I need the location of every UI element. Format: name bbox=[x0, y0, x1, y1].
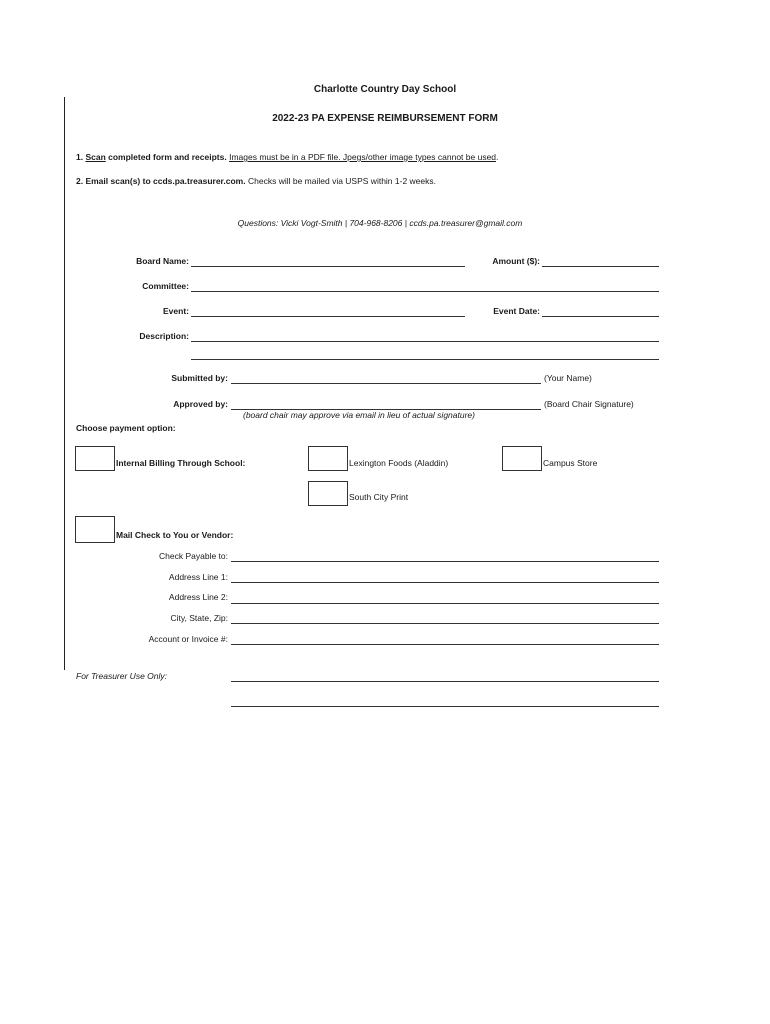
campus-store-label: Campus Store bbox=[543, 458, 598, 468]
step1-scan: Scan bbox=[85, 152, 106, 162]
event-date-field[interactable] bbox=[542, 316, 659, 317]
event-label: Event: bbox=[163, 306, 189, 316]
treasurer-line-2[interactable] bbox=[231, 706, 659, 707]
city-state-zip-field[interactable] bbox=[231, 623, 659, 624]
submitted-by-field[interactable] bbox=[231, 383, 541, 384]
approved-by-label: Approved by: bbox=[173, 399, 228, 409]
description-label: Description: bbox=[139, 331, 189, 341]
account-invoice-field[interactable] bbox=[231, 644, 659, 645]
school-name: Charlotte Country Day School bbox=[313, 84, 457, 95]
left-margin-rule bbox=[64, 97, 65, 670]
approve-note: (board chair may approve via email in lieu of actual signature) bbox=[243, 410, 475, 420]
description-field-line-2[interactable] bbox=[191, 359, 659, 360]
event-date-label: Event Date: bbox=[493, 306, 540, 316]
check-payable-field[interactable] bbox=[231, 561, 659, 562]
treasurer-line-1[interactable] bbox=[231, 681, 659, 682]
campus-store-checkbox[interactable] bbox=[502, 446, 542, 471]
amount-label: Amount ($): bbox=[492, 256, 540, 266]
mail-check-checkbox[interactable] bbox=[75, 516, 115, 543]
description-field-line-1[interactable] bbox=[191, 341, 659, 342]
south-city-print-label: South City Print bbox=[349, 492, 409, 502]
mail-check-label: Mail Check to You or Vendor: bbox=[116, 530, 234, 540]
form-title: 2022-23 PA EXPENSE REIMBURSEMENT FORM bbox=[272, 113, 498, 124]
step2-text: 2. Email scan(s) to ccds.pa.treasurer.com. bbox=[76, 176, 246, 186]
address-line-2-label: Address Line 2: bbox=[168, 592, 228, 602]
internal-billing-checkbox[interactable] bbox=[75, 446, 115, 471]
step1-text: completed form and receipts. bbox=[105, 152, 227, 162]
treasurer-use-label: For Treasurer Use Only: bbox=[76, 671, 168, 681]
address-line-1-label: Address Line 1: bbox=[168, 572, 228, 582]
board-name-field[interactable] bbox=[191, 266, 465, 267]
submitted-by-label: Submitted by: bbox=[171, 373, 228, 383]
internal-billing-label: Internal Billing Through School: bbox=[116, 458, 246, 468]
city-state-zip-label: City, State, Zip: bbox=[170, 613, 228, 623]
south-city-print-checkbox[interactable] bbox=[308, 481, 348, 506]
lexington-foods-label: Lexington Foods (Aladdin) bbox=[349, 458, 449, 468]
account-invoice-label: Account or Invoice #: bbox=[148, 634, 228, 644]
step1-end: . bbox=[496, 152, 499, 162]
committee-field[interactable] bbox=[191, 291, 659, 292]
step1-prefix: 1. bbox=[76, 152, 86, 162]
check-payable-label: Check Payable to: bbox=[159, 551, 228, 561]
amount-field[interactable] bbox=[542, 266, 659, 267]
address-line-1-field[interactable] bbox=[231, 582, 659, 583]
instruction-step-1 bbox=[76, 152, 498, 162]
payment-heading: Choose payment option: bbox=[76, 423, 176, 433]
address-line-2-field[interactable] bbox=[231, 603, 659, 604]
step1-note: Images must be in a PDF file. Jpegs/other image types cannot be used bbox=[229, 152, 497, 162]
committee-label: Committee: bbox=[142, 281, 189, 291]
step2-note: Checks will be mailed via USPS within 1-2 weeks. bbox=[247, 176, 437, 186]
board-name-label: Board Name: bbox=[136, 256, 189, 266]
your-name-hint: (Your Name) bbox=[544, 373, 592, 383]
questions-contact: Questions: Vicki Vogt-Smith | 704-968-8206 | ccds.pa.treasurer@gmail.com bbox=[237, 218, 523, 228]
event-field[interactable] bbox=[191, 316, 465, 317]
board-chair-signature-hint: (Board Chair Signature) bbox=[544, 399, 634, 409]
lexington-foods-checkbox[interactable] bbox=[308, 446, 348, 471]
instruction-step-2 bbox=[76, 176, 436, 186]
